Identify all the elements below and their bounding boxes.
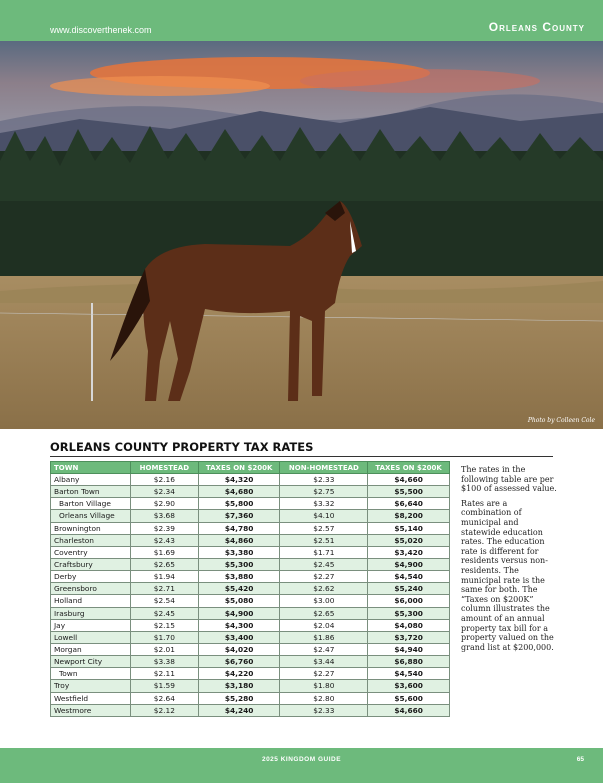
homestead-rate-cell: $2.16 [130,474,198,486]
non-homestead-rate-cell: $2.45 [280,558,368,570]
horse-photo [0,41,603,429]
non-homestead-rate-cell: $2.75 [280,486,368,498]
table-row [51,643,450,655]
site-url[interactable]: www.discoverthenek.com [50,25,152,35]
table-row [51,583,450,595]
homestead-rate-cell: $1.94 [130,571,198,583]
town-cell: Morgan [51,643,131,655]
homestead-tax-cell: $4,320 [198,474,280,486]
town-cell: Jay [51,619,131,631]
non-homestead-rate-cell: $3.00 [280,595,368,607]
town-cell: Greensboro [51,583,131,595]
non-homestead-rate-cell: $2.33 [280,474,368,486]
footer-guide-title: 2025 KINGDOM GUIDE [261,756,342,763]
table-row [51,498,450,510]
non-homestead-tax-cell: $5,300 [368,607,450,619]
non-homestead-tax-cell: $5,600 [368,692,450,704]
non-homestead-tax-cell: $3,600 [368,680,450,692]
homestead-tax-cell: $5,280 [198,692,280,704]
homestead-tax-cell: $4,220 [198,668,280,680]
non-homestead-tax-cell: $3,420 [368,546,450,558]
non-homestead-tax-cell: $6,640 [368,498,450,510]
non-homestead-rate-cell: $2.51 [280,534,368,546]
tax-rates-table [50,461,450,717]
table-row [51,522,450,534]
homestead-tax-cell: $3,880 [198,571,280,583]
non-homestead-rate-cell: $2.47 [280,643,368,655]
non-homestead-tax-cell: $6,880 [368,656,450,668]
town-cell: Craftsbury [51,558,131,570]
homestead-rate-cell: $3.38 [130,656,198,668]
non-homestead-rate-cell: $2.65 [280,607,368,619]
homestead-tax-cell: $3,380 [198,546,280,558]
town-cell: Westmore [51,704,131,716]
non-homestead-rate-cell: $2.57 [280,522,368,534]
section-title: ORLEANS COUNTY PROPERTY TAX RATES [50,440,314,454]
table-row [51,571,450,583]
table-row [51,595,450,607]
homestead-rate-cell: $2.64 [130,692,198,704]
homestead-rate-cell: $1.59 [130,680,198,692]
table-row [51,692,450,704]
non-homestead-tax-cell: $6,000 [368,595,450,607]
homestead-rate-cell: $2.71 [130,583,198,595]
town-cell: Coventry [51,546,131,558]
rates-note-paragraph: Rates are a combination of municipal and statewide education rates. The education rate is different for residents versus non-residents. The municipal rate is the same for both. The “Taxes on $200K” column illustrates the amount of an annual property tax bill for a property valued on the grand list at $200,000. [461,498,554,652]
town-cell: Barton Town [51,486,131,498]
homestead-tax-cell: $7,360 [198,510,280,522]
town-cell: Brownington [51,522,131,534]
non-homestead-rate-cell: $2.04 [280,619,368,631]
non-homestead-tax-cell: $4,660 [368,704,450,716]
rates-explanation [461,465,557,657]
table-row [51,704,450,716]
non-homestead-rate-cell: $2.80 [280,692,368,704]
table-row [51,668,450,680]
town-cell: Lowell [51,631,131,643]
non-homestead-rate-cell: $2.33 [280,704,368,716]
town-cell: Albany [51,474,131,486]
homestead-tax-cell: $5,420 [198,583,280,595]
town-cell: Derby [51,571,131,583]
non-homestead-rate-cell: $3.32 [280,498,368,510]
homestead-rate-cell: $2.43 [130,534,198,546]
homestead-rate-cell: $3.68 [130,510,198,522]
non-homestead-tax-cell: $8,200 [368,510,450,522]
homestead-rate-cell: $1.70 [130,631,198,643]
homestead-tax-cell: $3,180 [198,680,280,692]
non-homestead-rate-cell: $4.10 [280,510,368,522]
non-homestead-rate-cell: $2.27 [280,571,368,583]
table-row [51,607,450,619]
non-homestead-tax-cell: $4,080 [368,619,450,631]
non-homestead-rate-cell: $1.80 [280,680,368,692]
homestead-rate-cell: $2.45 [130,607,198,619]
homestead-tax-cell: $4,300 [198,619,280,631]
table-row [51,558,450,570]
table-row [51,631,450,643]
column-header-taxes-non-homestead: TAXES ON $200K [368,462,450,474]
homestead-rate-cell: $1.69 [130,546,198,558]
table-row [51,486,450,498]
table-row [51,546,450,558]
table-row [51,680,450,692]
table-row [51,534,450,546]
homestead-tax-cell: $5,800 [198,498,280,510]
title-divider [50,456,553,457]
table-row [51,656,450,668]
town-cell: Irasburg [51,607,131,619]
non-homestead-tax-cell: $5,020 [368,534,450,546]
non-homestead-rate-cell: $2.27 [280,668,368,680]
homestead-rate-cell: $2.54 [130,595,198,607]
homestead-tax-cell: $5,080 [198,595,280,607]
homestead-tax-cell: $6,760 [198,656,280,668]
non-homestead-tax-cell: $3,720 [368,631,450,643]
non-homestead-tax-cell: $5,140 [368,522,450,534]
column-header-taxes-homestead: TAXES ON $200K [198,462,280,474]
table-row [51,510,450,522]
rates-note-paragraph: The rates in the following table are per $100 of assessed value. [461,465,557,494]
town-cell: Town [51,668,131,680]
non-homestead-rate-cell: $1.71 [280,546,368,558]
homestead-rate-cell: $2.90 [130,498,198,510]
non-homestead-tax-cell: $4,900 [368,558,450,570]
homestead-tax-cell: $4,680 [198,486,280,498]
table-body [51,474,450,717]
homestead-rate-cell: $2.12 [130,704,198,716]
town-cell: Orleans Village [51,510,131,522]
non-homestead-tax-cell: $4,660 [368,474,450,486]
town-cell: Holland [51,595,131,607]
homestead-tax-cell: $4,020 [198,643,280,655]
non-homestead-tax-cell: $4,540 [368,668,450,680]
table-header-row [51,462,450,474]
page-number: 65 [576,756,584,763]
homestead-tax-cell: $4,900 [198,607,280,619]
homestead-tax-cell: $3,400 [198,631,280,643]
header-bar [0,0,603,41]
horse-pasture-illustration [0,41,603,429]
homestead-tax-cell: $4,240 [198,704,280,716]
homestead-tax-cell: $5,300 [198,558,280,570]
county-heading: Orleans County [488,20,585,34]
homestead-rate-cell: $2.65 [130,558,198,570]
town-cell: Westfield [51,692,131,704]
table-row [51,474,450,486]
non-homestead-rate-cell: $1.86 [280,631,368,643]
homestead-tax-cell: $4,860 [198,534,280,546]
table-row [51,619,450,631]
town-cell: Troy [51,680,131,692]
non-homestead-tax-cell: $5,500 [368,486,450,498]
non-homestead-tax-cell: $4,940 [368,643,450,655]
homestead-rate-cell: $2.39 [130,522,198,534]
photo-credit: Photo by Colleen Cole [527,417,595,424]
homestead-rate-cell: $2.15 [130,619,198,631]
homestead-tax-cell: $4,780 [198,522,280,534]
footer-bar [0,748,603,783]
town-cell: Barton Village [51,498,131,510]
column-header-town: TOWN [51,462,131,474]
homestead-rate-cell: $2.11 [130,668,198,680]
town-cell: Newport City [51,656,131,668]
town-cell: Charleston [51,534,131,546]
column-header-non-homestead: NON-HOMESTEAD [280,462,368,474]
column-header-homestead: HOMESTEAD [130,462,198,474]
non-homestead-rate-cell: $2.62 [280,583,368,595]
non-homestead-tax-cell: $4,540 [368,571,450,583]
homestead-rate-cell: $2.34 [130,486,198,498]
non-homestead-tax-cell: $5,240 [368,583,450,595]
homestead-rate-cell: $2.01 [130,643,198,655]
non-homestead-rate-cell: $3.44 [280,656,368,668]
